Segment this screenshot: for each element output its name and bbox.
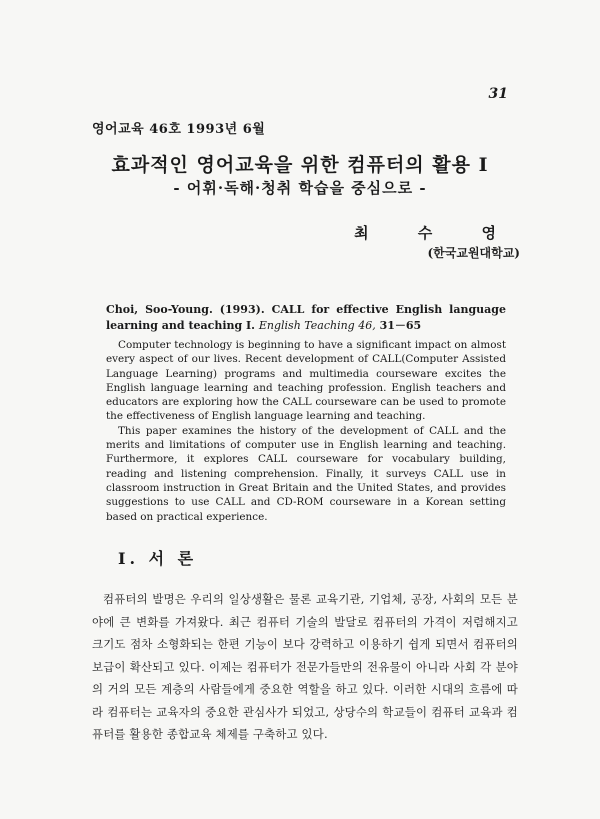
abstract-paragraph-2: This paper examines the history of the development of CALL and the merits and limitations of computer use in English learning and teaching. Furthermore, it explores CALL courseware for vocabulary building, reading and listening comprehension. Finally, it surveys CALL use in classroom instruction in Great Britain and the United States, and provides suggestions to use CALL and CD-ROM courseware in a Korean setting based on practical experience. [106,424,506,523]
author-name: 최 수 영 [354,224,518,242]
paper-title: 효과적인 영어교육을 위한 컴퓨터의 활용 I [111,154,489,176]
paper-subtitle: - 어휘·독해·청취 학습을 중심으로 - [173,179,427,197]
citation-main: Choi, Soo-Young. (1993). CALL for effective English language learning and teaching I. [106,303,506,332]
journal-info: 영어교육 46호 1993년 6월 [92,122,266,137]
citation-pages: 31－65 [379,319,422,332]
citation [106,302,506,334]
body-paragraph: 컴퓨터의 발명은 우리의 일상생활은 물론 교육기관, 기업체, 공장, 사회의 모든 분야에 큰 변화를 가져왔다. 최근 컴퓨터 기술의 발달로 컴퓨터의 가격이 저렴해지고 크기도 점차 소형화되는 한편 기능이 보다 강력하고 이용하기 쉽게 되면서 컴퓨터의 보급이 확산되고 있다. 이제는 컴퓨터가 전문가들만의 전유물이 아니라 사회 각 분야의 거의 모든 계층의 사람들에게 중요한 역할을 하고 있다. 이러한 시대의 흐름에 따라 컴퓨터는 교육자의 중요한 관심사가 되었고, 상당수의 학교들이 컴퓨터 교육과 컴퓨터를 활용한 종합교육 체제를 구축하고 있다. [92,592,518,741]
abstract [106,302,506,524]
body-text [92,588,518,746]
citation-journal: English Teaching 46, [258,319,376,332]
author-affiliation: (한국교원대학교) [427,246,520,260]
section-heading: I. 서 론 [118,549,198,568]
abstract-paragraph-1: Computer technology is beginning to have a significant impact on almost every aspect of our lives. Recent development of CALL(Computer Assisted Language Learning) programs and multimedia courseware excites the English language learning and teaching profession. English teachers and educators are exploring how the CALL courseware can be used to promote the effectiveness of English language learning and teaching. [106,339,506,423]
page-number: 31 [488,86,508,102]
